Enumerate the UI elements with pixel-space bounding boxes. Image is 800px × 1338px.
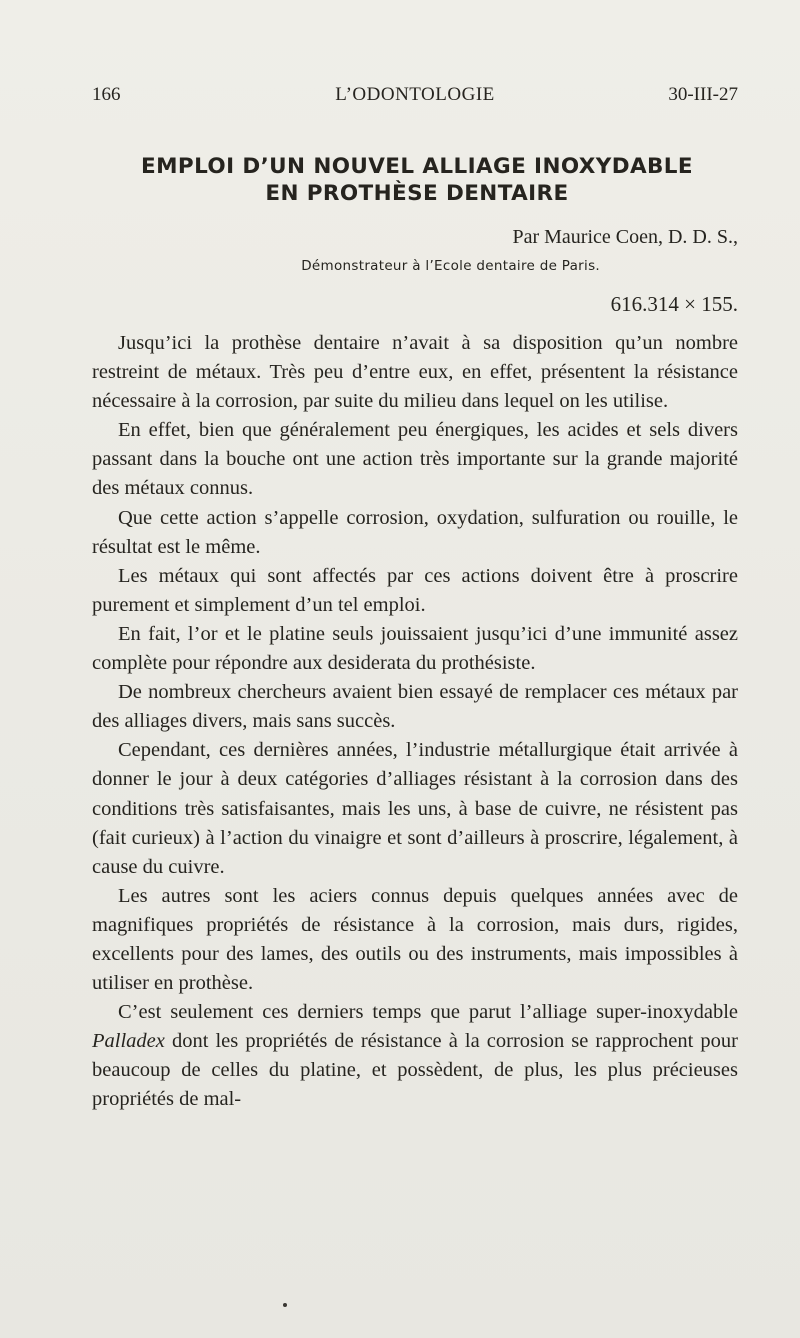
running-head xyxy=(92,84,738,114)
title-line-1: EMPLOI D’UN NOUVEL ALLIAGE INOXYDABLE xyxy=(141,154,693,179)
paragraph: Les autres sont les aciers connus depuis quelques années avec de magnifiques propriétés de résistance à la corrosion, mais durs, rigides, excellents pour des lames, des outils ou des instruments, mais impossibles à utiliser en prothèse. xyxy=(92,884,738,995)
article-title xyxy=(92,153,742,207)
paragraph: Jusqu’ici la prothèse dentaire n’avait à sa disposition qu’un nombre restreint de métaux. Très peu d’entre eux, en effet, présentent la résistance nécessaire à la corrosion, par suite du milieu dans lequel on les utilise. xyxy=(92,332,738,413)
paragraph-last xyxy=(92,998,738,1114)
print-speck xyxy=(283,1303,287,1307)
paragraph-text: C’est seulement ces derniers temps que parut l’alliage super-inoxydable xyxy=(118,1001,738,1024)
paragraph: Cependant, ces dernières années, l’industrie métallurgique était arrivée à donner le jour à deux catégories d’alliages résistant à la corrosion dans des conditions très satisfaisantes, mais les uns, à base de cuivre, ne résistent pas (fait curieux) à l’action du vinaigre et sont d’ailleurs à proscrire, légalement, à cause du cuivre. xyxy=(92,739,738,878)
paragraph: Les métaux qui sont affectés par ces actions doivent être à proscrire purement et simplement d’un tel emploi. xyxy=(92,564,738,616)
journal-title: L’ODONTOLOGIE xyxy=(335,84,495,105)
paragraph: En effet, bien que généralement peu énergiques, les acides et sels divers passant dans la bouche ont une action très importante sur la grande majorité des métaux connus. xyxy=(92,419,738,500)
author-line: Par Maurice Coen, D. D. S., xyxy=(512,226,738,248)
paragraph: De nombreux chercheurs avaient bien essayé de remplacer ces métaux par des alliages divers, mais sans succès. xyxy=(92,681,738,733)
page-number: 166 xyxy=(92,84,121,105)
classification-number: 616.314 × 155. xyxy=(610,292,738,316)
issue-date: 30-III-27 xyxy=(668,84,738,105)
article-body xyxy=(92,329,738,1115)
product-name: Palladex xyxy=(92,1030,165,1053)
paragraph: En fait, l’or et le platine seuls jouissaient jusqu’ici d’une immunité assez complète pour répondre aux desiderata du prothésiste. xyxy=(92,622,738,675)
paragraph: Que cette action s’appelle corrosion, oxydation, sulfuration ou rouille, le résultat est le même. xyxy=(92,506,738,558)
author-affiliation: Démonstrateur à l’Ecole dentaire de Paris. xyxy=(301,258,600,274)
paragraph-text: dont les propriétés de résistance à la corrosion se rapprochent pour beaucoup de celles du platine, et possèdent, de plus, les plus précieuses propriétés de mal- xyxy=(92,1030,738,1111)
title-line-2: EN PROTHÈSE DENTAIRE xyxy=(265,181,569,206)
